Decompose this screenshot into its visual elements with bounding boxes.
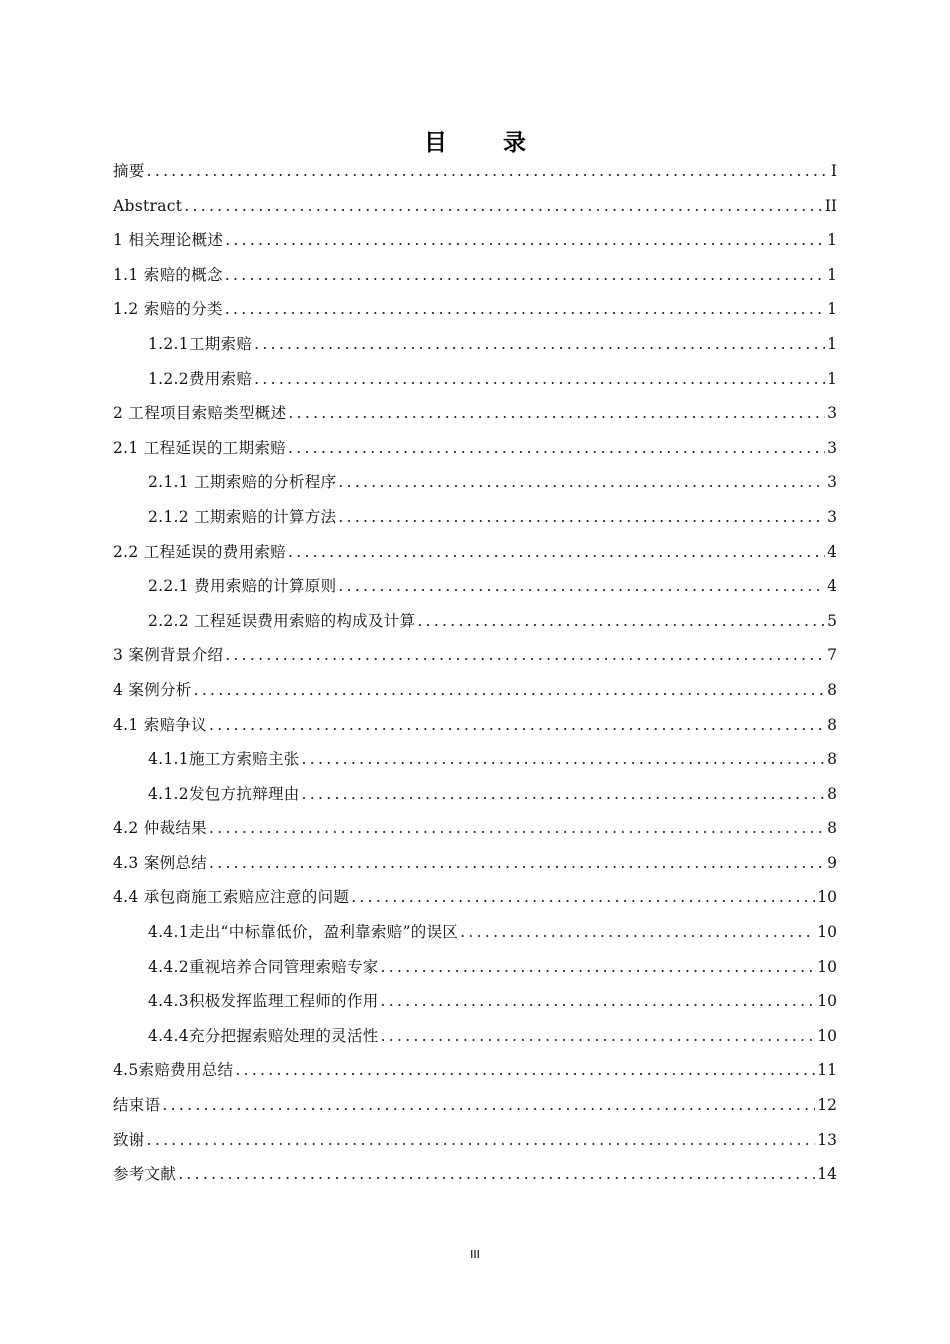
toc-entry[interactable] xyxy=(113,189,837,224)
toc-entry-page: 9 xyxy=(827,853,837,872)
toc-entry-page: 8 xyxy=(827,784,837,803)
toc-entry-page: 10 xyxy=(817,957,837,976)
toc-entry-page: 12 xyxy=(817,1096,837,1115)
toc-entry-label: 摘要 xyxy=(113,162,145,180)
toc-entry-label: 1.2.1工期索赔 xyxy=(148,334,253,353)
toc-entry-label: 2.1 工程延误的工期索赔 xyxy=(113,438,286,457)
toc-entry[interactable] xyxy=(113,984,837,1019)
toc-entry[interactable] xyxy=(113,1088,837,1123)
toc-entry[interactable] xyxy=(113,673,837,708)
toc-dot-leader xyxy=(417,604,825,639)
toc-entry[interactable] xyxy=(113,431,837,466)
toc-dot-leader xyxy=(288,431,825,466)
toc-dot-leader xyxy=(381,984,816,1019)
toc-dot-leader xyxy=(254,362,825,397)
toc-entry-label: 4 案例分析 xyxy=(113,680,192,699)
toc-entry[interactable] xyxy=(113,638,837,673)
toc-entry-page: 10 xyxy=(817,923,837,942)
toc-entry-page: 4 xyxy=(827,577,837,596)
toc-dot-leader xyxy=(225,638,825,673)
toc-dot-leader xyxy=(288,396,825,431)
toc-entry[interactable] xyxy=(113,915,837,950)
toc-entry[interactable] xyxy=(113,465,837,500)
toc-dot-leader xyxy=(147,154,829,189)
toc-entry-page: 7 xyxy=(827,646,837,665)
toc-entry-label: 2 工程项目索赔类型概述 xyxy=(113,404,287,423)
toc-entry-page: 8 xyxy=(827,819,837,838)
toc-entry[interactable] xyxy=(113,292,837,327)
toc-dot-leader xyxy=(338,500,825,535)
toc-entry-page: 10 xyxy=(817,888,837,907)
toc-dot-leader xyxy=(147,1123,816,1158)
toc-dot-leader xyxy=(225,292,825,327)
toc-entry-label: 4.4.1走出“中标靠低价，盈利靠索赔”的误区 xyxy=(148,923,459,942)
toc-entry-page: 1 xyxy=(827,369,837,388)
toc-entry-label: 4.2 仲裁结果 xyxy=(113,819,207,838)
toc-dot-leader xyxy=(351,880,815,915)
toc-entry-label: 1.1 索赔的概念 xyxy=(113,265,223,284)
toc-dot-leader xyxy=(162,1088,815,1123)
toc-entry[interactable] xyxy=(113,777,837,812)
toc-entry-label: 2.1.1 工期索赔的分析程序 xyxy=(148,473,337,492)
toc-dot-leader xyxy=(460,915,815,950)
toc-entry[interactable] xyxy=(113,708,837,743)
toc-entry[interactable] xyxy=(113,396,837,431)
toc-entry-page: 1 xyxy=(827,334,837,353)
toc-entry-label: 4.4.2重视培养合同管理索赔专家 xyxy=(148,957,379,976)
toc-entry[interactable] xyxy=(113,1053,837,1088)
toc-dot-leader xyxy=(178,1157,815,1192)
page-number: III xyxy=(470,1248,480,1261)
toc-entry-label: 2.1.2 工期索赔的计算方法 xyxy=(148,507,337,526)
toc-entry-label: 4.1 索赔争议 xyxy=(113,715,207,734)
toc-entry-page: 13 xyxy=(817,1130,837,1149)
toc-entry[interactable] xyxy=(113,880,837,915)
toc-entry[interactable] xyxy=(113,535,837,570)
toc-entry-label: 2.2.1 费用索赔的计算原则 xyxy=(148,577,337,596)
toc-entry-page: 3 xyxy=(827,438,837,457)
toc-entry-label: 2.2.2 工程延误费用索赔的构成及计算 xyxy=(148,611,416,630)
toc-entry-page: 10 xyxy=(817,1026,837,1045)
toc-entry-page: 1 xyxy=(827,265,837,284)
toc-entry[interactable] xyxy=(113,1157,837,1192)
toc-dot-leader xyxy=(209,811,825,846)
toc-entry-label: 致谢 xyxy=(113,1130,145,1149)
toc-title: 目 录 xyxy=(423,130,550,156)
toc-entry-label: 4.3 案例总结 xyxy=(113,853,207,872)
toc-dot-leader xyxy=(225,223,825,258)
toc-entry-page: I xyxy=(830,162,837,180)
toc-entry[interactable] xyxy=(113,362,837,397)
toc-entry-label: 1.2 索赔的分类 xyxy=(113,300,223,319)
toc-entry-page: 8 xyxy=(827,750,837,769)
toc-entry-label: 4.5索赔费用总结 xyxy=(113,1061,234,1080)
toc-entry-label: 4.1.1施工方索赔主张 xyxy=(148,750,300,769)
toc-entry-label: 2.2 工程延误的费用索赔 xyxy=(113,542,286,561)
toc-entry[interactable] xyxy=(113,742,837,777)
toc-entry-page: 8 xyxy=(827,680,837,699)
toc-entry-label: Abstract xyxy=(113,196,183,215)
toc-dot-leader xyxy=(381,950,816,985)
toc-dot-leader xyxy=(302,777,826,812)
toc-entry-page: II xyxy=(824,196,837,215)
toc-entry[interactable] xyxy=(113,1019,837,1054)
toc-entry-label: 4.4.3积极发挥监理工程师的作用 xyxy=(148,992,379,1011)
toc-entry-label: 3 案例背景介绍 xyxy=(113,646,224,665)
toc-entry-page: 8 xyxy=(827,715,837,734)
toc-entry-label: 结束语 xyxy=(113,1096,161,1115)
toc-entry-label: 参考文献 xyxy=(113,1165,177,1184)
toc-dot-leader xyxy=(209,708,825,743)
toc-entry[interactable] xyxy=(113,569,837,604)
toc-entry-label: 4.4.4充分把握索赔处理的灵活性 xyxy=(148,1026,379,1045)
toc-dot-leader xyxy=(288,535,825,570)
toc-list xyxy=(113,154,837,1192)
toc-entry[interactable] xyxy=(113,223,837,258)
toc-entry-page: 3 xyxy=(827,404,837,423)
toc-entry-label: 4.1.2发包方抗辩理由 xyxy=(148,784,300,803)
toc-dot-leader xyxy=(338,465,825,500)
toc-entry-page: 14 xyxy=(817,1165,837,1184)
toc-entry-page: 5 xyxy=(827,611,837,630)
toc-entry[interactable] xyxy=(113,846,837,881)
toc-dot-leader xyxy=(209,846,825,881)
toc-entry[interactable] xyxy=(113,811,837,846)
toc-dot-leader xyxy=(338,569,825,604)
toc-entry[interactable] xyxy=(113,154,837,189)
toc-entry-page: 1 xyxy=(827,300,837,319)
toc-entry-label: 1.2.2费用索赔 xyxy=(148,369,253,388)
toc-entry[interactable] xyxy=(113,604,837,639)
toc-entry-label: 1 相关理论概述 xyxy=(113,231,224,250)
toc-entry-page: 4 xyxy=(827,542,837,561)
toc-entry-page: 3 xyxy=(827,507,837,526)
toc-dot-leader xyxy=(235,1053,815,1088)
toc-dot-leader xyxy=(254,327,825,362)
toc-entry-page: 3 xyxy=(827,473,837,492)
toc-dot-leader xyxy=(194,673,826,708)
toc-entry-label: 4.4 承包商施工索赔应注意的问题 xyxy=(113,888,350,907)
toc-entry[interactable] xyxy=(113,1123,837,1158)
toc-entry-page: 11 xyxy=(817,1061,837,1080)
toc-entry[interactable] xyxy=(113,950,837,985)
toc-entry[interactable] xyxy=(113,258,837,293)
toc-entry[interactable] xyxy=(113,500,837,535)
toc-dot-leader xyxy=(225,258,825,293)
toc-entry[interactable] xyxy=(113,327,837,362)
toc-dot-leader xyxy=(184,189,822,224)
toc-dot-leader xyxy=(302,742,826,777)
toc-entry-page: 10 xyxy=(817,992,837,1011)
toc-entry-page: 1 xyxy=(827,231,837,250)
toc-dot-leader xyxy=(381,1019,816,1054)
